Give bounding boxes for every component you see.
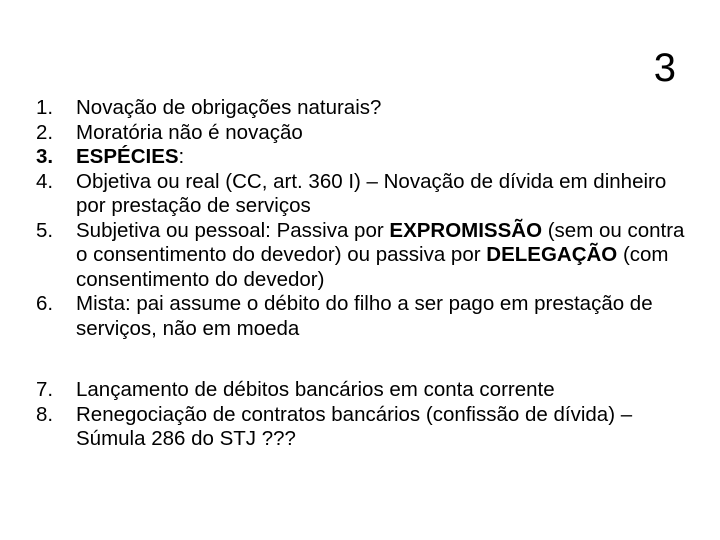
item-number: 7.: [36, 378, 54, 401]
item-text: Mista: pai assume o débito do filho a ser pago em prestação de serviços, não em moeda: [76, 292, 653, 340]
list-item: [36, 121, 700, 146]
list-item: [36, 292, 700, 341]
item-number: 1.: [36, 96, 54, 119]
item-number: 3.: [36, 145, 54, 168]
item-text: Objetiva ou real (CC, art. 360 I) – Novação de dívida em dinheiro por prestação de serviços: [76, 169, 667, 217]
item-text-pre: Subjetiva ou pessoal: Passiva por: [76, 218, 390, 242]
item-bold-delegacao: DELEGAÇÃO: [486, 243, 618, 266]
item-bold-expromissao: EXPROMISSÃO: [389, 218, 543, 242]
item-text: Novação de obrigações naturais?: [76, 96, 382, 119]
list-item: [36, 219, 700, 293]
item-bold-text: ESPÉCIES: [76, 145, 179, 168]
item-number: 8.: [36, 402, 54, 426]
item-number: 4.: [36, 169, 54, 193]
item-number: 2.: [36, 120, 54, 144]
item-text: Moratória não é novação: [76, 120, 303, 144]
item-text: :: [178, 145, 185, 168]
list-item: [36, 145, 700, 170]
list-item: [36, 378, 700, 403]
item-text-mid: (sem ou contra o consentimento do devedor) ou passiva por: [76, 218, 685, 266]
list-item: [36, 170, 700, 219]
list-item: [36, 96, 700, 121]
item-text-post: (com consentimento do devedor): [76, 243, 669, 291]
item-text: Lançamento de débitos bancários em conta corrente: [76, 378, 555, 401]
item-text: Renegociação de contratos bancários (confissão de dívida) – Súmula 286 do STJ ???: [76, 402, 633, 450]
slide-number: 3: [653, 46, 676, 90]
item-number: 5.: [36, 218, 54, 242]
list-item: [36, 403, 700, 452]
item-number: 6.: [36, 292, 54, 315]
bullet-list: [36, 96, 700, 452]
